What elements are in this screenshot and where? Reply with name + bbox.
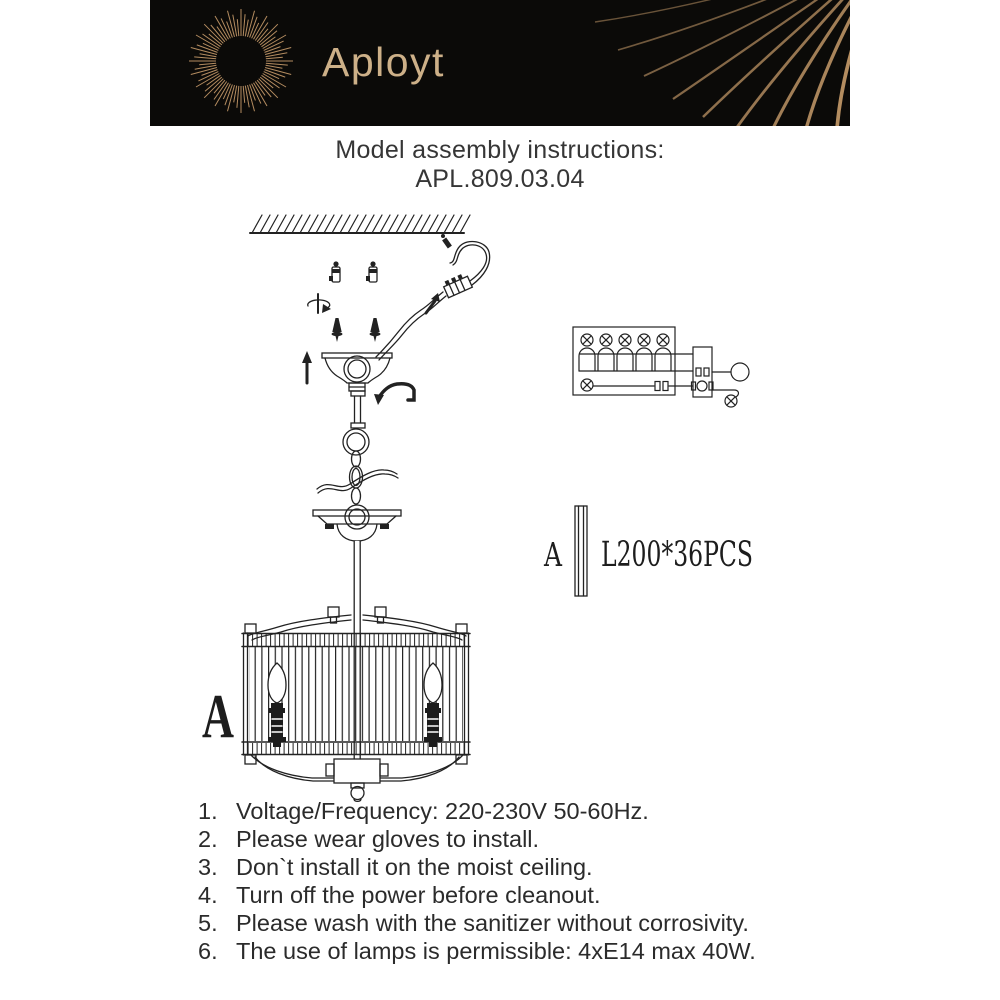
list-item xyxy=(198,853,858,881)
list-item-number: 6. xyxy=(198,938,218,965)
sunburst-logo-icon xyxy=(189,9,293,113)
mains-wire-and-connector xyxy=(376,234,490,360)
list-item xyxy=(198,881,858,909)
up-arrow-icon xyxy=(302,351,312,383)
list-item-text: Please wash with the sanitizer without corrosivity. xyxy=(236,910,749,937)
list-item xyxy=(198,797,858,825)
brand-logo-text: Aployt xyxy=(322,39,445,85)
list-item-number: 3. xyxy=(198,854,218,881)
list-item-text: The use of lamps is permissible: 4xE14 max 40W. xyxy=(236,938,756,965)
hook-arrow-icon xyxy=(374,384,414,405)
list-item-number: 5. xyxy=(198,910,218,937)
lamp-symbols xyxy=(579,334,671,371)
corner-rays-decoration xyxy=(595,0,850,126)
list-item-text: Turn off the power before cleanout. xyxy=(236,882,601,909)
suspension-rod xyxy=(343,391,369,455)
page-title: Model assembly instructions: xyxy=(335,136,665,164)
list-item-number: 4. xyxy=(198,882,218,909)
title-block xyxy=(0,136,1000,194)
list-item-number: 1. xyxy=(198,798,218,824)
rotation-arrow-icon xyxy=(308,294,331,313)
wiring-diagram xyxy=(573,327,749,407)
decorative-wire xyxy=(317,470,398,493)
list-item xyxy=(198,825,858,853)
part-spec-label: L200*36PCS xyxy=(601,535,753,575)
wall-anchor-icon xyxy=(329,261,377,282)
crystal-rod-sample xyxy=(575,506,587,596)
model-number: APL.809.03.04 xyxy=(415,165,585,193)
part-label-a: A xyxy=(543,535,563,574)
list-item xyxy=(198,909,858,937)
ceiling-hatch xyxy=(250,215,470,233)
screw-icon xyxy=(332,318,381,342)
fixture-top-plate xyxy=(313,505,401,541)
terminal-block xyxy=(692,347,714,397)
assembly-diagram xyxy=(150,190,850,805)
banner-art xyxy=(150,0,850,126)
list-item-number: 2. xyxy=(198,826,218,853)
list-item-text: Please wear gloves to install. xyxy=(236,826,540,853)
list-item-text: Don`t install it on the moist ceiling. xyxy=(236,854,593,881)
list-item-text: Voltage/Frequency: 220-230V 50-60Hz. xyxy=(236,798,649,824)
list-item xyxy=(198,937,858,965)
ceiling-canopy xyxy=(322,353,392,391)
detail-label-a: A xyxy=(202,683,235,751)
brand-banner xyxy=(150,0,850,126)
instruction-list xyxy=(198,797,858,966)
bottom-assembly xyxy=(251,755,463,783)
